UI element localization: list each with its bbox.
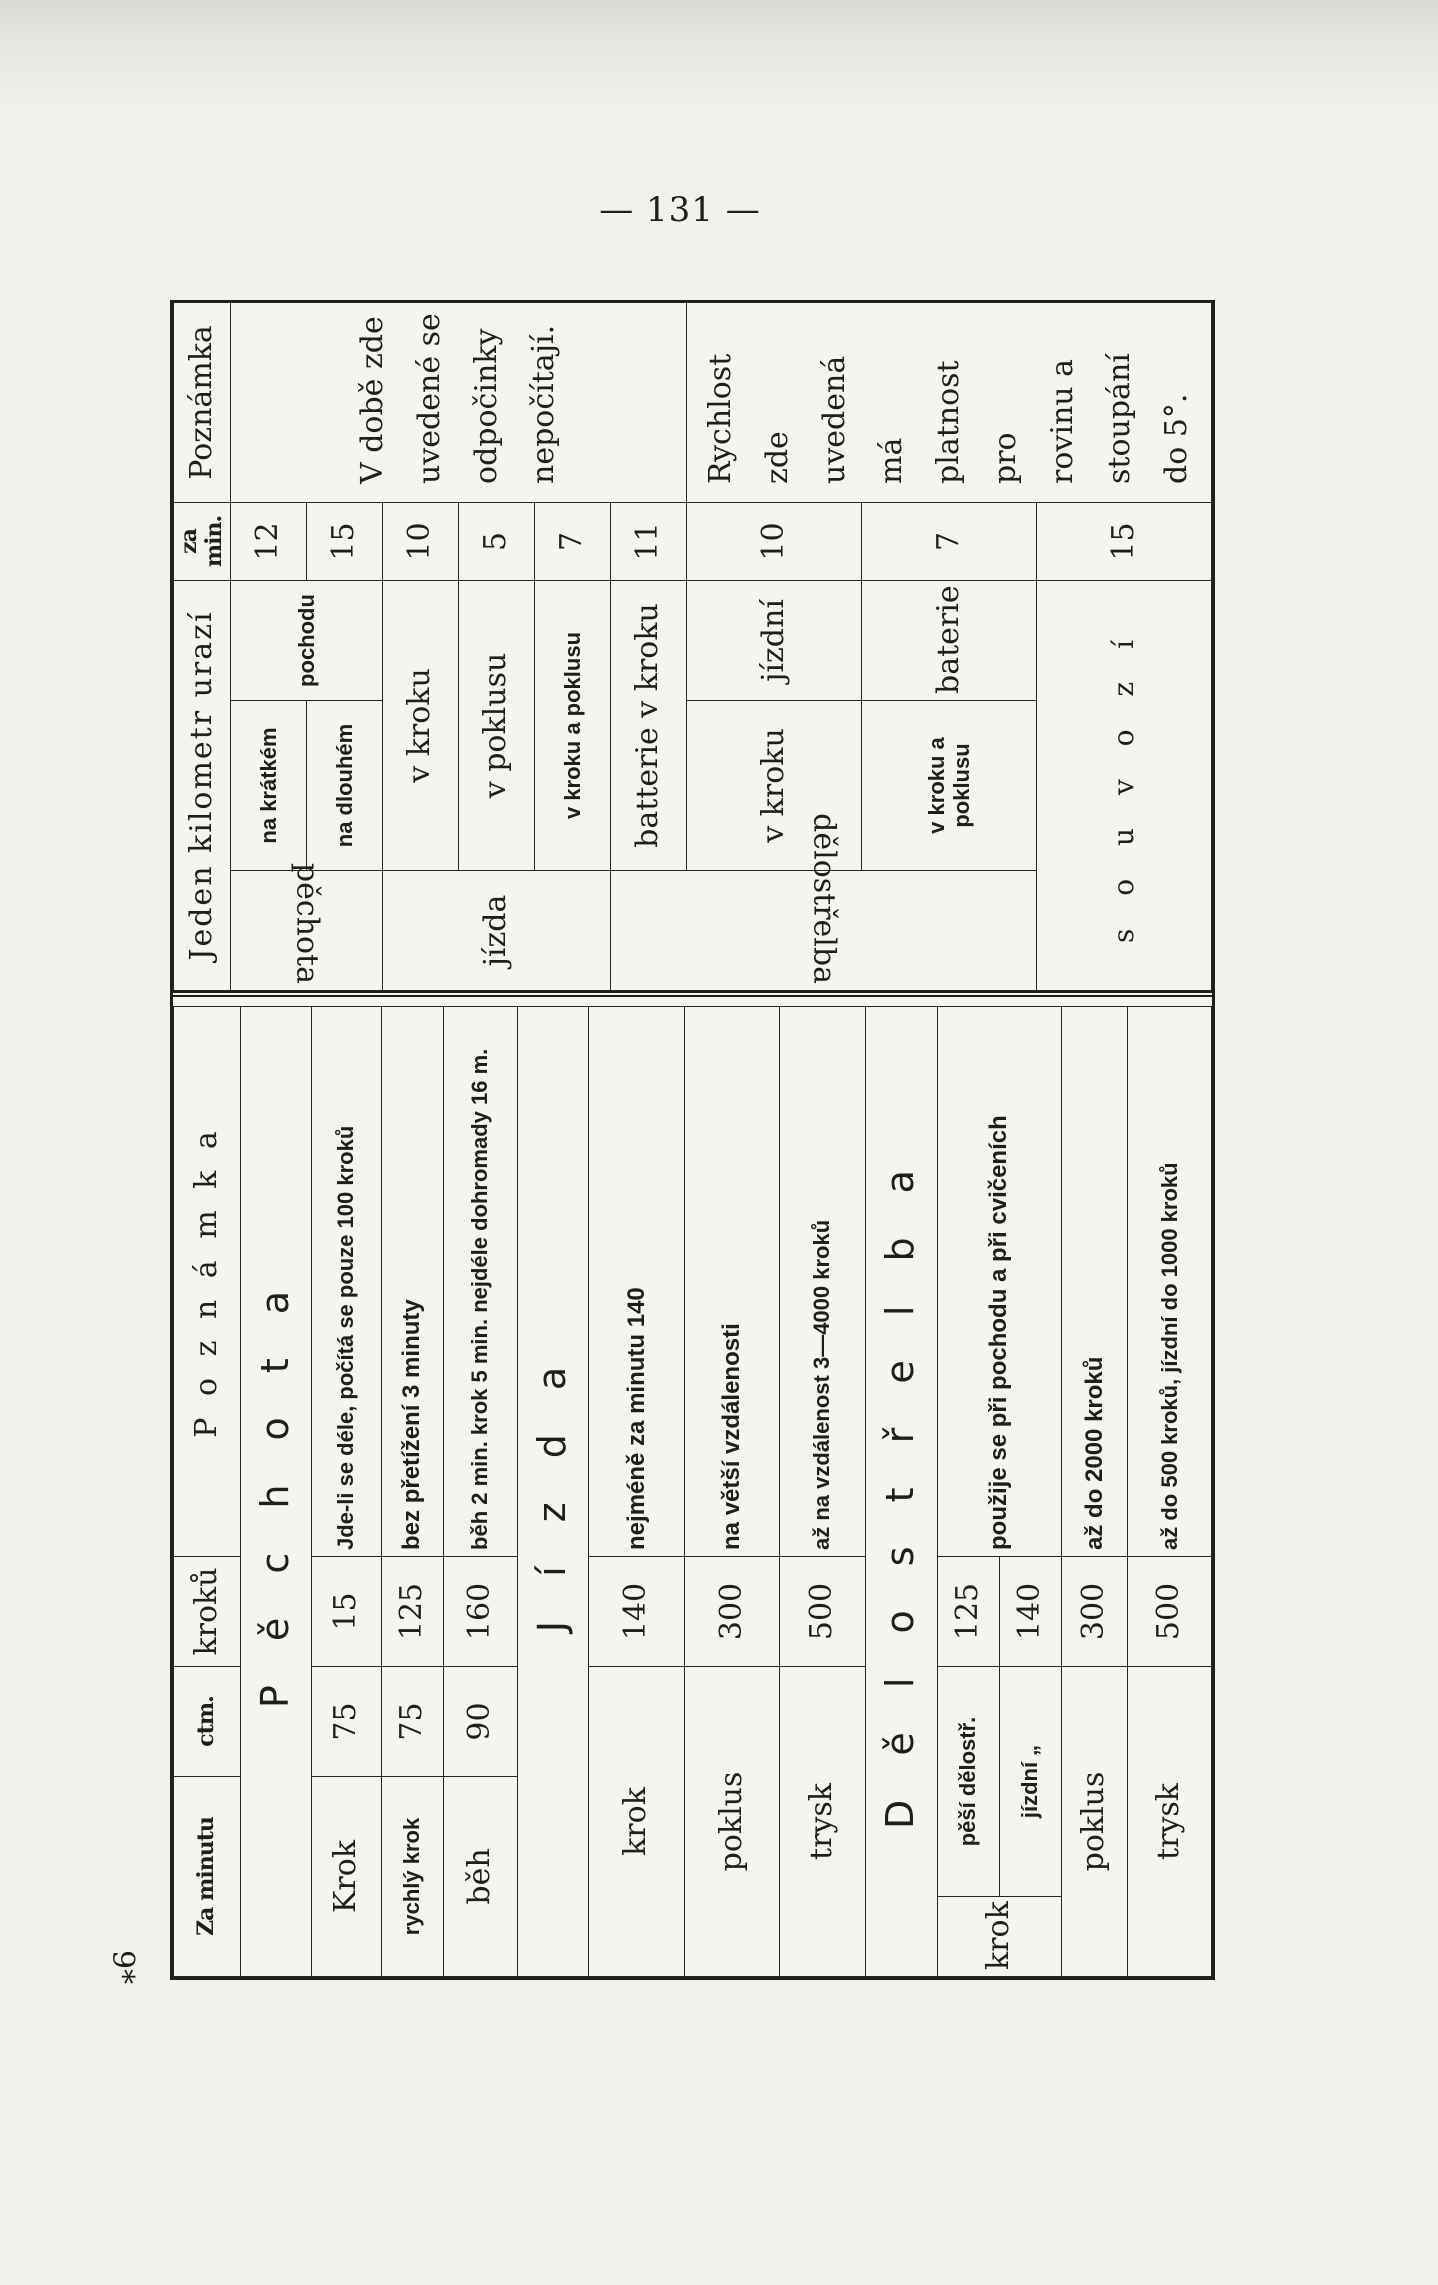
cell-min: 5 [458, 502, 534, 580]
cell-kroku: 500 [780, 1556, 866, 1666]
cell-na-dlouhem: na dlouhém [306, 701, 382, 871]
pechota-label: pěchota [289, 862, 325, 984]
section-pechota: P ě c h o t a [240, 1006, 312, 1976]
table-row [1128, 1006, 1212, 1976]
table-row [1061, 1006, 1128, 1976]
cell-min: 11 [610, 502, 686, 580]
cell-min: 10 [382, 502, 458, 580]
cell-kroku: 125 [381, 1556, 443, 1666]
cell-souvozi: s o u v o z í [1036, 580, 1211, 990]
cell-pochodu: pochodu [230, 580, 382, 700]
row-label: poklus [684, 1666, 779, 1976]
note-line: uvedené se [412, 313, 448, 484]
note-line: uvedená má [817, 355, 910, 484]
row-label: trysk [780, 1666, 866, 1976]
row-label: rychlý krok [381, 1776, 443, 1976]
cell-v-kroku-poklusu: v kroku a poklusu [861, 701, 1036, 871]
cell-kroku: 300 [1061, 1556, 1128, 1666]
cell-kroku: 140 [999, 1556, 1061, 1666]
cell-ctm: 90 [443, 1666, 517, 1776]
signature-mark: 9* [105, 1950, 140, 1985]
row-label: běh [443, 1776, 517, 1976]
cell-jizdni: jízdní [686, 580, 861, 700]
row-label: Krok [312, 1776, 381, 1976]
note-rychlost [686, 302, 1211, 502]
row-label-jizdni: jízdní „ [999, 1666, 1061, 1896]
table-landscape [170, 300, 1215, 1980]
row-label: poklus [1061, 1666, 1128, 1976]
table-row [443, 1006, 517, 1976]
note-line: rovinu a [1045, 358, 1081, 484]
table-row [381, 1006, 443, 1976]
row-label-krok: krok [937, 1897, 1061, 1977]
cell-ctm: 75 [381, 1666, 443, 1776]
table-row [230, 302, 306, 990]
cell-note: až na vzdálenost 3—4000 kroků [780, 1006, 866, 1556]
cell-na-kratkem: na krátkém [230, 701, 306, 871]
cell-min: 7 [861, 502, 1036, 580]
cell-min: 7 [534, 502, 610, 580]
header-ctm: ctm. [174, 1666, 241, 1776]
cell-kroku: 500 [1128, 1556, 1212, 1666]
table-row [312, 1006, 381, 1976]
cell-pechota-label [230, 862, 382, 991]
cell-kroku: 160 [443, 1556, 517, 1666]
row-label-pesi: pěší dělostř. [937, 1666, 999, 1896]
cell-note: bez přetížení 3 minuty [381, 1006, 443, 1556]
delostrelba-label: dělostřelba [806, 813, 842, 984]
pace-table [173, 1007, 1212, 1977]
cell-delostrelba-label [610, 813, 1036, 991]
section-jizda: J í z d a [517, 1006, 589, 1976]
note-line: Rychlost zde [703, 353, 796, 484]
table-row [589, 1006, 684, 1976]
cell-jizda-label: jízda [382, 871, 610, 991]
cell-ctm: 75 [312, 1666, 381, 1776]
cell-min: 15 [306, 502, 382, 580]
note-line: odpočinky [469, 328, 505, 484]
note-line: nepočítají. [526, 324, 562, 484]
table-row [684, 1006, 779, 1976]
cell-v-kroku: v kroku [686, 701, 861, 871]
note-odpocinky [230, 302, 686, 502]
header-jeden-km: Jeden kilometr urazí [174, 580, 231, 990]
header-za-minutu: Za minutu [174, 1776, 241, 1976]
row-label: krok [589, 1666, 684, 1976]
cell-note: až do 2000 kroků [1061, 1006, 1128, 1556]
table-row [937, 1006, 999, 1976]
header-poznamka-right: Poznámka [174, 302, 231, 502]
rotated-table-area [170, 300, 1215, 1980]
cell-batterie: batterie v kroku [610, 580, 686, 870]
cell-baterie: baterie [861, 580, 1036, 700]
cell-jizda-text: v kroku a poklusu [534, 580, 610, 870]
page-number: — 131 — [599, 190, 761, 230]
cell-note: Jde-li se déle, počítá se pouze 100 kroků [312, 1006, 381, 1556]
cell-note: použije se při pochodu a při cvičeních [937, 1006, 1061, 1556]
cell-min: 15 [1036, 502, 1211, 580]
cell-jizda-text: v kroku [382, 580, 458, 870]
cell-note: na větší vzdálenosti [684, 1006, 779, 1556]
header-za-min: za min. [174, 502, 231, 580]
row-label: trysk [1128, 1666, 1212, 1976]
cell-note: až do 500 kroků, jízdní do 1000 kroků [1128, 1006, 1212, 1556]
cell-kroku: 140 [589, 1556, 684, 1666]
cell-min: 12 [230, 502, 306, 580]
cell-note: běh 2 min. krok 5 min. nejdéle dohromady 16 m. [443, 1006, 517, 1556]
cell-kroku: 300 [684, 1556, 779, 1666]
page-top-shadow [0, 0, 1438, 120]
note-line: stoupání do 5°. [1102, 353, 1195, 484]
cell-jizda-text: v poklusu [458, 580, 534, 870]
kilometre-table [173, 303, 1212, 997]
section-delostrelba: D ě l o s t ř e l b a [865, 1006, 937, 1976]
cell-note: nejméně za minutu 140 [589, 1006, 684, 1556]
header-kroku: kroků [174, 1556, 241, 1666]
cell-min: 10 [686, 502, 861, 580]
note-line: platnost pro [931, 360, 1024, 484]
cell-kroku: 125 [937, 1556, 999, 1666]
note-line: V době zde [355, 316, 391, 484]
table-row [780, 1006, 866, 1976]
cell-kroku: 15 [312, 1556, 381, 1666]
header-poznamka: P o z n á m k a [174, 1006, 241, 1556]
